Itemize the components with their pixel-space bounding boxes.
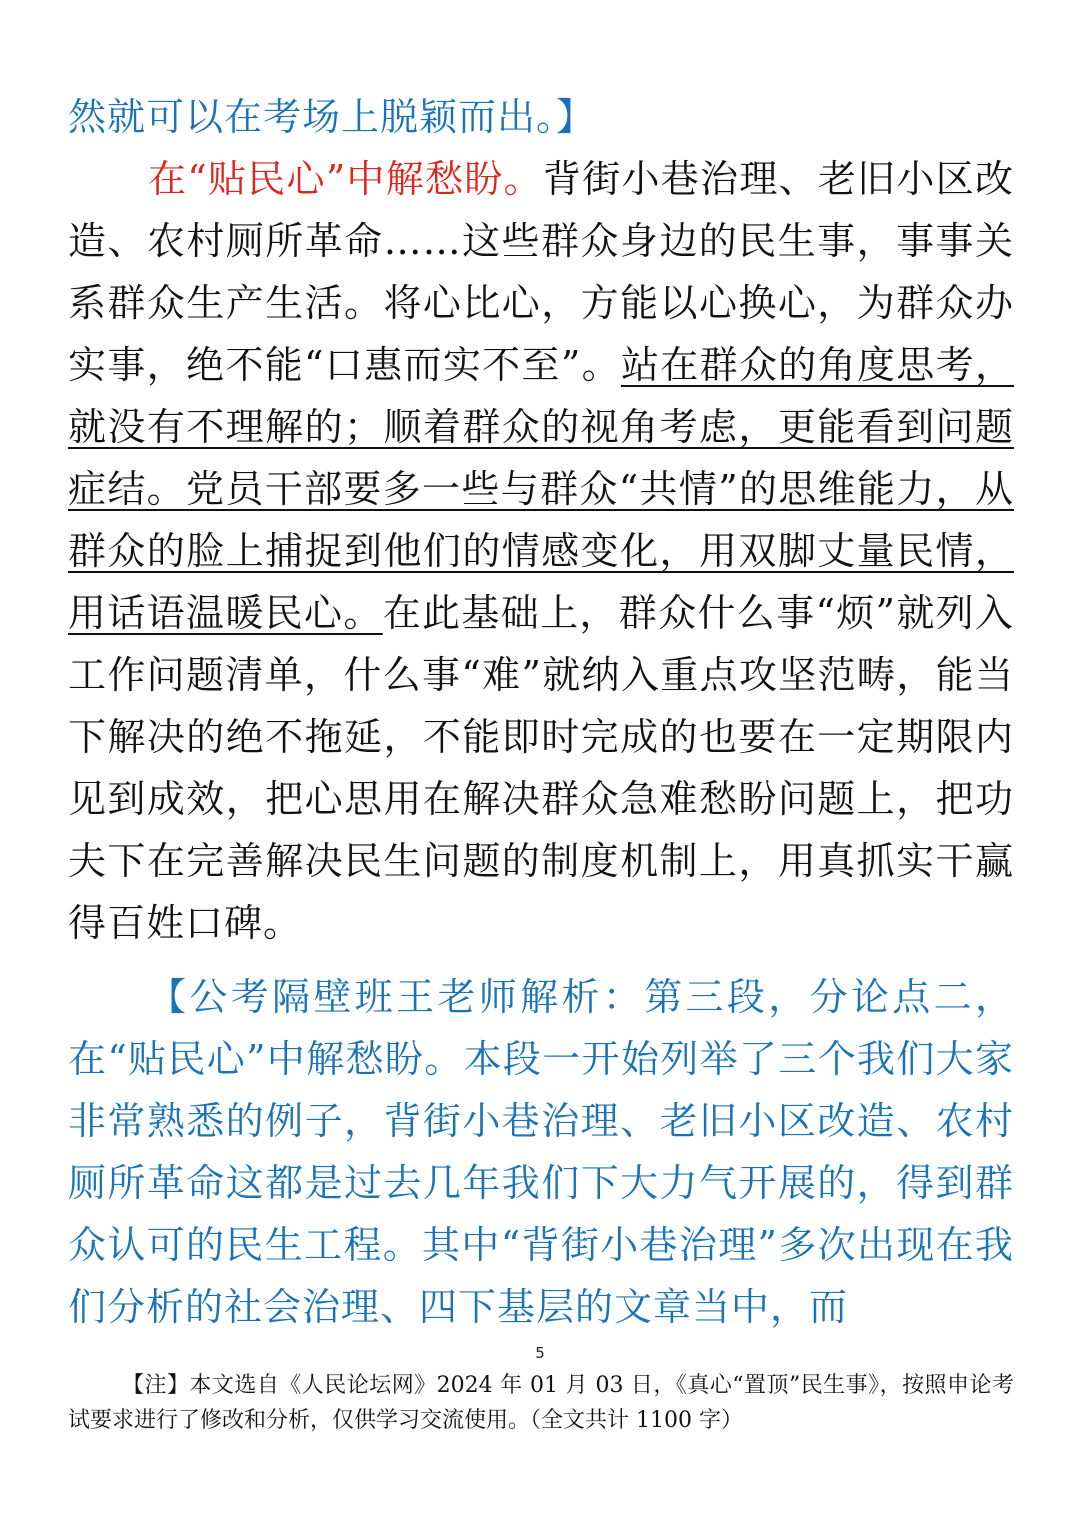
analysis-paragraph: 【公考隔壁班王老师解析：第三段，分论点二，在“贴民心”中解愁盼。本段一开始列举了三个我们大家非常熟悉的例子，背街小巷治理、老旧小区改造、农村厕所革命这都是过去几年我们下大力气开展的，得到群众认可的民生工程。其中“背街小巷治理”多次出现在我们分析的社会治理、四下基层的文章当中，而 [68, 975, 1014, 1329]
underlined-key-sentence: 站在群众的角度思考，就没有不理解的；顺着群众的视角考虑，更能看到问题症结。党员干部要多一些与群众“共情”的思维能力，从群众的脸上捕捉到他们的情感变化，用双脚丈量民情，用话语温暖民心。 [68, 343, 1014, 635]
section-heading: 在“贴民心”中解愁盼。 [148, 157, 543, 201]
body-paragraph-2 [68, 148, 1014, 954]
page-number: 5 [535, 1344, 545, 1362]
analysis-tail-paragraph: 然就可以在考场上脱颖而出。】 [68, 95, 596, 139]
body-text-b: 在此基础上，群众什么事“烦”就列入工作问题清单，什么事“难”就纳入重点攻坚范畴，能当下解决的绝不拖延，不能即时完成的也要在一定期限内见到成效，把心思用在解决群众急难愁盼问题上，把功夫下在完善解决民生问题的制度机制上，用真抓实干赢得百姓口碑。 [68, 591, 1014, 945]
body-text-a: 背街小巷治理、老旧小区改造、农村厕所革命……这些群众身边的民生事，事事关系群众生产生活。将心比心，方能以心换心，为群众办实事，绝不能“口惠而实不至”。 [68, 157, 1014, 387]
source-note: 【注】本文选自《人民论坛网》2024 年 01 月 03 日，《真心“置顶”民生事》，按照申论考试要求进行了修改和分析，仅供学习交流使用。（全文共计 1100 字） [68, 1373, 1014, 1433]
document-body [68, 86, 1014, 1338]
